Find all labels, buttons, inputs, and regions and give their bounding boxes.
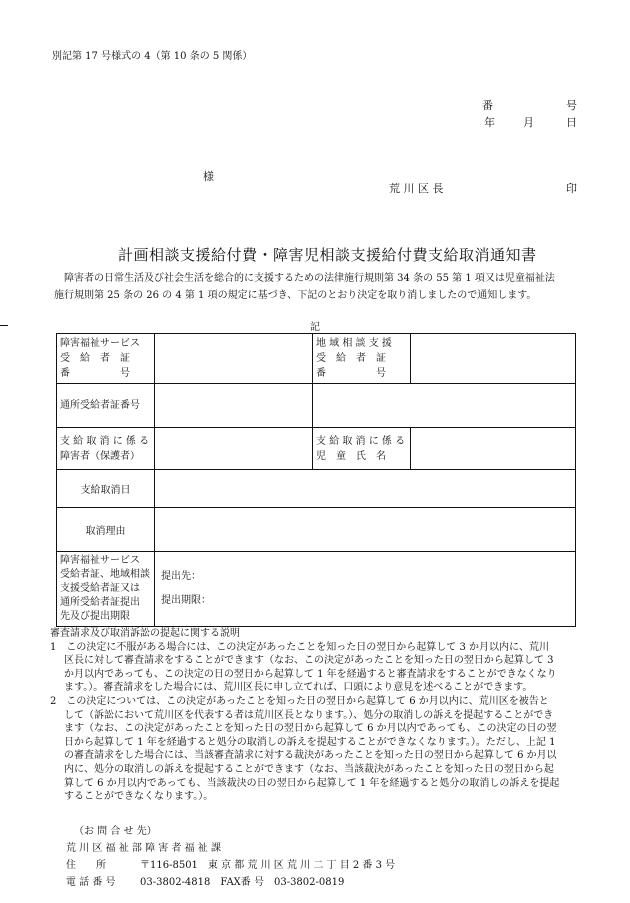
day-service-cert-label — [57, 384, 155, 428]
cancel-date-label — [57, 470, 155, 508]
label-line: 通所受給者証提出 — [60, 597, 140, 608]
note-line: 算して 6 か月以内であっても、当該裁決の日の翌日から起算して 1 年を経過すると処分の取消しの訴えを提起 — [64, 777, 560, 789]
row-cancel-date — [57, 470, 576, 508]
submission-label — [57, 552, 155, 627]
note-line: の審査請求をした場合には、当該審査請求に対する裁決があったことを知った日の翌日から起算して 6 か月以 — [64, 750, 557, 762]
document-title: 計画相談支援給付費・障害児相談支援給付費支給取消通知書 — [118, 246, 537, 264]
label-line: 受給者証、地域相談 — [60, 569, 150, 580]
contact-address: 〒116-8501 東 京 都 荒 川 区 荒 川 二 丁 目 2 番 3 号 — [140, 860, 396, 871]
intro-line-2: 施行規則第 25 条の 26 の 4 第 1 項の規定に基づき、下記のとおり決定を取り消しましたので通知します。 — [54, 290, 537, 301]
service-cert-label — [57, 334, 155, 384]
issuer-name: 荒 川 区 長 — [389, 182, 444, 195]
cancel-reason-field[interactable] — [155, 508, 576, 552]
appeal-notes — [50, 627, 590, 804]
note-line: することができなくなります。）。 — [64, 791, 214, 803]
year-label: 年 — [484, 116, 495, 129]
day-label: 日 — [566, 116, 577, 129]
subject-person-field[interactable] — [155, 428, 313, 470]
label-line: 支援受給者証又は — [60, 583, 140, 594]
subject-person-label — [57, 428, 155, 470]
row-service-number — [57, 334, 576, 384]
intro-line-1: 障害者の日常生活及び社会生活を総合的に支援するための法律施行規則第 34 条の 55 第 1 項又は児童福祉法 — [64, 273, 555, 284]
label-line: 児 童 氏 名 — [316, 450, 386, 462]
note-line: ます（なお、この決定があったことを知った日の翌日から起算して 6 か月以内であっても、この決定の日の翌 — [64, 723, 557, 735]
margin-mark — [0, 325, 8, 326]
number-label: 番 — [482, 99, 493, 112]
label-text: 通所受給者証番号 — [60, 400, 140, 411]
submission-deadline: 提出期限： — [161, 595, 211, 606]
note-line: 区長に対して審査請求をすることができます（なお、この決定があったことを知った日の翌日から起算して 3 — [64, 655, 554, 667]
label-line: 障害福祉サービス — [60, 555, 140, 566]
child-name-label — [313, 428, 411, 470]
label-line: 受 給 者 証 — [60, 353, 130, 364]
label-line: 支 給 取 消 に 係 る — [316, 435, 406, 447]
contact-phone: 03-3802-4818 FAX番 号 03-3802-0819 — [140, 877, 345, 888]
label-line: 受 給 者 証 — [316, 353, 386, 364]
ki-label: 記 — [310, 322, 320, 333]
label-line: 支 給 取 消 に 係 る — [60, 435, 150, 447]
label-line: 先及び提出期限 — [60, 611, 130, 622]
label-line: 障害福祉サービス — [60, 338, 140, 349]
contact-department: 荒 川 区 福 祉 部 障 害 者 福 祉 課 — [66, 843, 221, 854]
note-item-2 — [50, 695, 590, 804]
row-submission — [57, 552, 576, 627]
service-cert-number-boxes[interactable] — [155, 334, 313, 384]
note-line: ます。）。審査請求をした場合には、荒川区長に申し立てれば、口頭により意見を述べることができます。 — [64, 682, 533, 694]
contact-phone-label: 電 話 番 号 — [66, 877, 116, 888]
submission-destination: 提出先： — [161, 571, 201, 582]
cancel-date-field[interactable] — [155, 470, 576, 508]
child-name-field[interactable] — [411, 428, 576, 470]
note-line: 1 この決定に不服がある場合には、この決定があったことを知った日の翌日から起算して 3 か月以内に、荒川 — [50, 641, 549, 653]
community-cert-label — [313, 334, 411, 384]
note-line: 内に、処分の取消しの訴えを提起することができます（なお、当該裁決があったことを知った日の翌日から起 — [64, 763, 554, 775]
label-line: 番 号 — [316, 368, 386, 379]
label-text: 取消理由 — [85, 526, 126, 537]
seal-mark: 印 — [566, 182, 577, 195]
note-item-1 — [50, 641, 590, 695]
notes-heading: 審査請求及び取消訴訟の提起に関する説明 — [50, 628, 240, 639]
row-cancel-reason — [57, 508, 576, 552]
label-line: 番 号 — [60, 368, 130, 379]
note-line: 2 この決定については、この決定があったことを知った日の翌日から起算して 6 か月以内に、荒川区を被告と — [50, 695, 549, 707]
contact-address-label: 住 所 — [66, 860, 106, 871]
form-reference: 別記第 17 号様式の 4（第 10 条の 5 関係） — [52, 51, 253, 62]
note-line: 日から起算して 1 年を経過すると処分の取消しの訴えを提起することができなくなります。）。ただし、上記 1 — [64, 736, 556, 748]
row-day-service-number — [57, 384, 576, 428]
number-suffix: 号 — [566, 99, 577, 112]
note-line: か月以内であっても、この決定の日の翌日から起算して 1 年を経過すると審査請求をすることができなくなり — [64, 668, 557, 680]
label-text: 支給取消日 — [80, 485, 131, 496]
cancel-reason-label — [57, 508, 155, 552]
contact-heading: （お 問 合 せ 先） — [74, 826, 157, 837]
row2-blank — [313, 384, 576, 428]
addressee-honorific: 様 — [203, 170, 214, 183]
month-label: 月 — [523, 116, 534, 129]
note-line: して（訴訟において荒川区を代表する者は荒川区長となります。）、処分の取消しの訴えを提起することができ — [64, 709, 554, 721]
row-subject-person — [57, 428, 576, 470]
details-table — [56, 333, 576, 627]
label-line: 障害者（保護者） — [60, 450, 140, 462]
community-cert-number-boxes[interactable] — [411, 334, 576, 384]
label-line: 地 域 相 談 支 援 — [316, 338, 392, 349]
submission-field[interactable] — [155, 552, 576, 627]
day-service-cert-number-boxes[interactable] — [155, 384, 313, 428]
